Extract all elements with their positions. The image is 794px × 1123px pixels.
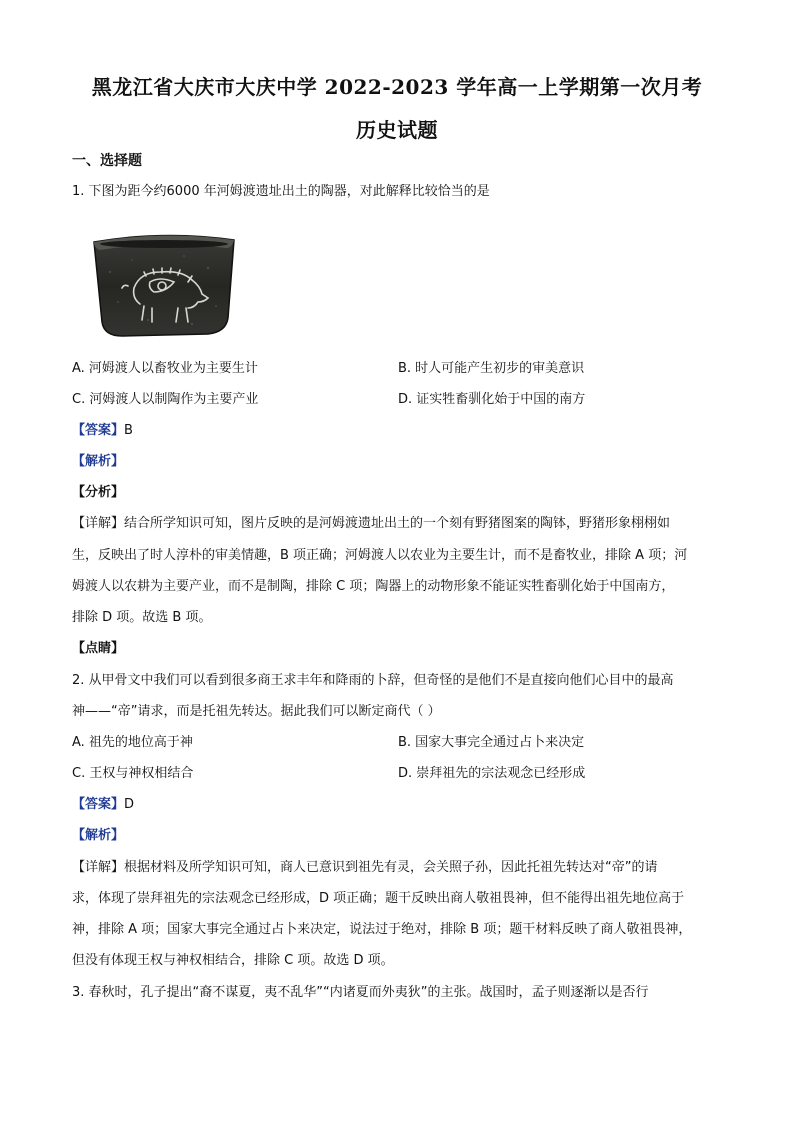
answer-value: D <box>124 797 135 812</box>
page-title: 黑龙江省大庆市大庆中学 2022-2023 学年高一上学期第一次月考 <box>91 75 703 99</box>
q1-answer <box>72 420 724 442</box>
q1-stem: 1. 下图为距今约6000 年河姆渡遗址出土的陶器，对此解释比较恰当的是 <box>72 184 490 199</box>
answer-tag: 【答案】 <box>72 423 125 438</box>
q2-analysis-tag: 【解析】 <box>72 828 125 843</box>
q1-option-d: D. 证实牲畜驯化始于中国的南方 <box>398 392 586 407</box>
q2-detail-line: 求，体现了崇拜祖先的宗法观念已经形成，D 项正确；题干反映出商人敬祖畏神，但不能得出祖先地位高于 <box>72 891 685 906</box>
q2-option-b: B. 国家大事完全通过占卜来决定 <box>398 735 585 750</box>
q1-option-a: A. 河姆渡人以畜牧业为主要生计 <box>72 361 258 376</box>
q1-detail-line: 生，反映出了时人淳朴的审美情趣，B 项正确；河姆渡人以农业为主要生计，而不是畜牧业，排除 A 项；河 <box>72 548 688 563</box>
answer-tag: 【答案】 <box>72 797 125 812</box>
pottery-bowl-illustration <box>88 232 240 340</box>
q1-detail-line: 姆渡人以农耕为主要产业，而不是制陶，排除 C 项；陶器上的动物形象不能证实牲畜驯化始于中国南方， <box>72 579 675 594</box>
q2-detail-line: 【详解】根据材料及所学知识可知，商人已意识到祖先有灵，会关照子孙，因此托祖先转达对“帝”的请 <box>72 860 658 875</box>
section-heading: 一、选择题 <box>72 153 142 169</box>
q1-detail-line: 排除 D 项。故选 B 项。 <box>72 610 212 625</box>
q2-option-c: C. 王权与神权相结合 <box>72 766 194 781</box>
answer-value: B <box>124 423 133 438</box>
q2-stem-line: 神——“帝”请求，而是托祖先转达。据此我们可以断定商代（ ） <box>72 704 441 719</box>
q1-dianjing-tag: 【点睛】 <box>72 641 125 656</box>
q2-stem-line: 2. 从甲骨文中我们可以看到很多商王求丰年和降雨的卜辞，但奇怪的是他们不是直接向他们心目中的最高 <box>72 673 674 688</box>
q3-stem: 3. 春秋时，孔子提出“裔不谋夏，夷不乱华”“内诸夏而外夷狄”的主张。战国时，孟子则逐渐以是否行 <box>72 985 649 1000</box>
q2-detail-line: 但没有体现王权与神权相结合，排除 C 项。故选 D 项。 <box>72 953 394 968</box>
q1-fenxi-tag: 【分析】 <box>72 485 125 500</box>
q2-detail-line: 神，排除 A 项；国家大事完全通过占卜来决定，说法过于绝对，排除 B 项；题干材料反映了商人敬祖畏神， <box>72 922 692 937</box>
q2-answer <box>72 794 724 816</box>
q1-analysis-tag: 【解析】 <box>72 454 125 469</box>
q2-option-a: A. 祖先的地位高于神 <box>72 735 193 750</box>
page-subtitle: 历史试题 <box>356 118 438 142</box>
q1-option-c: C. 河姆渡人以制陶作为主要产业 <box>72 392 259 407</box>
pottery-image <box>88 232 240 340</box>
q1-detail-line: 【详解】结合所学知识可知，图片反映的是河姆渡遗址出土的一个刻有野猪图案的陶钵，野猪形象栩栩如 <box>72 516 671 531</box>
q2-option-d: D. 崇拜祖先的宗法观念已经形成 <box>398 766 586 781</box>
q1-option-b: B. 时人可能产生初步的审美意识 <box>398 361 585 376</box>
